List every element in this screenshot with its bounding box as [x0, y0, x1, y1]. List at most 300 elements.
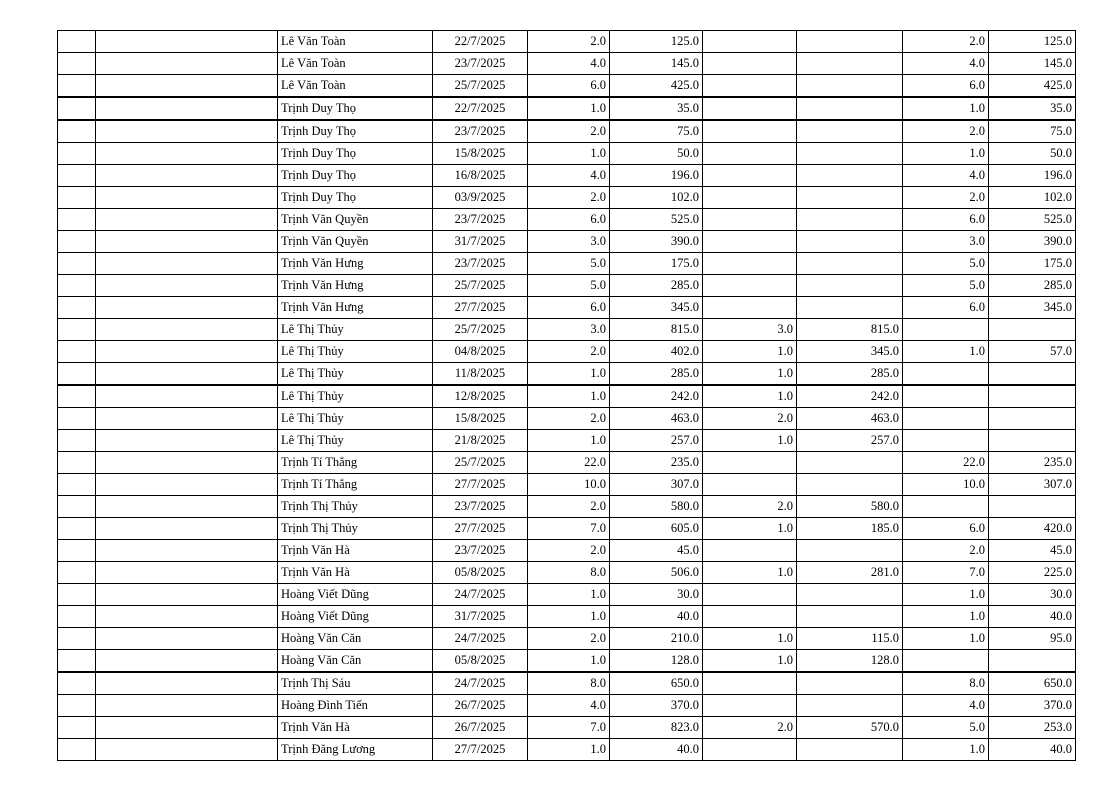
- value-paid-cell: [797, 540, 903, 562]
- blank-cell: [96, 628, 278, 650]
- quantity-total-cell: 1.0: [528, 143, 610, 165]
- name-cell: Trịnh Duy Thọ: [278, 187, 433, 209]
- quantity-remaining-cell: 2.0: [903, 187, 989, 209]
- date-cell: 26/7/2025: [433, 717, 528, 739]
- name-cell: Trịnh Văn Hưng: [278, 297, 433, 319]
- name-cell: Lê Thị Thủy: [278, 319, 433, 341]
- value-paid-cell: 185.0: [797, 518, 903, 540]
- blank-cell: [96, 120, 278, 143]
- date-cell: 24/7/2025: [433, 584, 528, 606]
- quantity-total-cell: 2.0: [528, 628, 610, 650]
- table-row: [58, 717, 1076, 739]
- index-cell: [58, 53, 96, 75]
- value-paid-cell: 345.0: [797, 341, 903, 363]
- value-paid-cell: [797, 739, 903, 761]
- table-row: [58, 606, 1076, 628]
- value-total-cell: 40.0: [610, 606, 703, 628]
- date-cell: 11/8/2025: [433, 363, 528, 386]
- name-cell: Lê Văn Toàn: [278, 75, 433, 98]
- table-row: [58, 496, 1076, 518]
- index-cell: [58, 717, 96, 739]
- quantity-paid-cell: [703, 739, 797, 761]
- value-remaining-cell: [989, 650, 1076, 673]
- date-cell: 21/8/2025: [433, 430, 528, 452]
- name-cell: Trịnh Văn Hưng: [278, 275, 433, 297]
- quantity-total-cell: 8.0: [528, 672, 610, 695]
- table-row: [58, 209, 1076, 231]
- index-cell: [58, 297, 96, 319]
- blank-cell: [96, 143, 278, 165]
- quantity-total-cell: 1.0: [528, 363, 610, 386]
- date-cell: 31/7/2025: [433, 231, 528, 253]
- value-remaining-cell: 45.0: [989, 540, 1076, 562]
- table-row: [58, 628, 1076, 650]
- name-cell: Lê Thị Thủy: [278, 408, 433, 430]
- quantity-total-cell: 2.0: [528, 341, 610, 363]
- quantity-paid-cell: [703, 452, 797, 474]
- table-row: [58, 231, 1076, 253]
- quantity-remaining-cell: [903, 496, 989, 518]
- blank-cell: [96, 452, 278, 474]
- table-row: [58, 253, 1076, 275]
- date-cell: 27/7/2025: [433, 518, 528, 540]
- date-cell: 23/7/2025: [433, 209, 528, 231]
- quantity-total-cell: 1.0: [528, 97, 610, 120]
- quantity-paid-cell: [703, 540, 797, 562]
- value-remaining-cell: 30.0: [989, 584, 1076, 606]
- quantity-paid-cell: [703, 187, 797, 209]
- quantity-paid-cell: 2.0: [703, 496, 797, 518]
- quantity-paid-cell: [703, 120, 797, 143]
- value-paid-cell: [797, 120, 903, 143]
- quantity-paid-cell: 1.0: [703, 385, 797, 408]
- value-total-cell: 345.0: [610, 297, 703, 319]
- quantity-total-cell: 4.0: [528, 695, 610, 717]
- quantity-total-cell: 4.0: [528, 165, 610, 187]
- date-cell: 25/7/2025: [433, 75, 528, 98]
- date-cell: 05/8/2025: [433, 562, 528, 584]
- quantity-total-cell: 1.0: [528, 584, 610, 606]
- blank-cell: [96, 540, 278, 562]
- index-cell: [58, 518, 96, 540]
- index-cell: [58, 628, 96, 650]
- value-paid-cell: 242.0: [797, 385, 903, 408]
- value-remaining-cell: 370.0: [989, 695, 1076, 717]
- blank-cell: [96, 209, 278, 231]
- quantity-paid-cell: [703, 143, 797, 165]
- date-cell: 15/8/2025: [433, 143, 528, 165]
- date-cell: 24/7/2025: [433, 672, 528, 695]
- quantity-remaining-cell: 6.0: [903, 297, 989, 319]
- name-cell: Trịnh Tí Thắng: [278, 474, 433, 496]
- quantity-remaining-cell: 2.0: [903, 540, 989, 562]
- value-paid-cell: [797, 209, 903, 231]
- index-cell: [58, 75, 96, 98]
- value-remaining-cell: 145.0: [989, 53, 1076, 75]
- name-cell: Trịnh Đăng Lương: [278, 739, 433, 761]
- name-cell: Lê Văn Toàn: [278, 31, 433, 53]
- value-total-cell: 370.0: [610, 695, 703, 717]
- value-total-cell: 402.0: [610, 341, 703, 363]
- name-cell: Lê Thị Thủy: [278, 430, 433, 452]
- blank-cell: [96, 695, 278, 717]
- date-cell: 24/7/2025: [433, 628, 528, 650]
- blank-cell: [96, 562, 278, 584]
- quantity-remaining-cell: 5.0: [903, 253, 989, 275]
- value-paid-cell: 281.0: [797, 562, 903, 584]
- date-cell: 05/8/2025: [433, 650, 528, 673]
- value-paid-cell: [797, 606, 903, 628]
- value-paid-cell: 285.0: [797, 363, 903, 386]
- value-total-cell: 525.0: [610, 209, 703, 231]
- value-remaining-cell: 345.0: [989, 297, 1076, 319]
- table-row: [58, 120, 1076, 143]
- name-cell: Hoàng Viết Dũng: [278, 606, 433, 628]
- quantity-remaining-cell: 2.0: [903, 31, 989, 53]
- quantity-remaining-cell: 4.0: [903, 695, 989, 717]
- value-remaining-cell: 35.0: [989, 97, 1076, 120]
- quantity-remaining-cell: 22.0: [903, 452, 989, 474]
- name-cell: Hoàng Văn Căn: [278, 650, 433, 673]
- value-paid-cell: [797, 297, 903, 319]
- table-row: [58, 75, 1076, 98]
- date-cell: 23/7/2025: [433, 53, 528, 75]
- quantity-total-cell: 1.0: [528, 385, 610, 408]
- blank-cell: [96, 385, 278, 408]
- quantity-remaining-cell: 1.0: [903, 628, 989, 650]
- value-remaining-cell: [989, 319, 1076, 341]
- value-total-cell: 102.0: [610, 187, 703, 209]
- index-cell: [58, 540, 96, 562]
- value-total-cell: 463.0: [610, 408, 703, 430]
- value-paid-cell: [797, 31, 903, 53]
- value-remaining-cell: 40.0: [989, 739, 1076, 761]
- name-cell: Trịnh Duy Thọ: [278, 143, 433, 165]
- table-row: [58, 363, 1076, 386]
- index-cell: [58, 165, 96, 187]
- value-total-cell: 30.0: [610, 584, 703, 606]
- value-remaining-cell: 235.0: [989, 452, 1076, 474]
- index-cell: [58, 408, 96, 430]
- name-cell: Trịnh Duy Thọ: [278, 165, 433, 187]
- date-cell: 15/8/2025: [433, 408, 528, 430]
- name-cell: Trịnh Duy Thọ: [278, 97, 433, 120]
- index-cell: [58, 474, 96, 496]
- value-total-cell: 390.0: [610, 231, 703, 253]
- value-paid-cell: [797, 97, 903, 120]
- quantity-remaining-cell: 1.0: [903, 143, 989, 165]
- name-cell: Trịnh Văn Hà: [278, 540, 433, 562]
- date-cell: 23/7/2025: [433, 540, 528, 562]
- quantity-remaining-cell: 1.0: [903, 97, 989, 120]
- index-cell: [58, 452, 96, 474]
- quantity-remaining-cell: 5.0: [903, 275, 989, 297]
- value-total-cell: 257.0: [610, 430, 703, 452]
- value-paid-cell: [797, 53, 903, 75]
- date-cell: 23/7/2025: [433, 253, 528, 275]
- table-row: [58, 650, 1076, 673]
- value-remaining-cell: [989, 408, 1076, 430]
- value-remaining-cell: 175.0: [989, 253, 1076, 275]
- date-cell: 31/7/2025: [433, 606, 528, 628]
- name-cell: Trịnh Văn Hà: [278, 562, 433, 584]
- blank-cell: [96, 650, 278, 673]
- name-cell: Trịnh Văn Hưng: [278, 253, 433, 275]
- value-total-cell: 242.0: [610, 385, 703, 408]
- quantity-paid-cell: 1.0: [703, 363, 797, 386]
- quantity-paid-cell: [703, 165, 797, 187]
- value-paid-cell: [797, 75, 903, 98]
- table-row: [58, 97, 1076, 120]
- date-cell: 27/7/2025: [433, 474, 528, 496]
- name-cell: Hoàng Viết Dũng: [278, 584, 433, 606]
- value-total-cell: 40.0: [610, 739, 703, 761]
- quantity-paid-cell: 1.0: [703, 628, 797, 650]
- quantity-total-cell: 1.0: [528, 650, 610, 673]
- name-cell: Lê Thị Thủy: [278, 363, 433, 386]
- value-paid-cell: 815.0: [797, 319, 903, 341]
- blank-cell: [96, 97, 278, 120]
- table-row: [58, 452, 1076, 474]
- index-cell: [58, 143, 96, 165]
- value-remaining-cell: 40.0: [989, 606, 1076, 628]
- blank-cell: [96, 75, 278, 98]
- quantity-remaining-cell: [903, 385, 989, 408]
- quantity-paid-cell: [703, 253, 797, 275]
- table-row: [58, 474, 1076, 496]
- value-remaining-cell: [989, 363, 1076, 386]
- blank-cell: [96, 739, 278, 761]
- quantity-remaining-cell: 6.0: [903, 518, 989, 540]
- blank-cell: [96, 496, 278, 518]
- quantity-remaining-cell: 6.0: [903, 75, 989, 98]
- value-remaining-cell: [989, 385, 1076, 408]
- quantity-remaining-cell: 4.0: [903, 165, 989, 187]
- blank-cell: [96, 408, 278, 430]
- date-cell: 12/8/2025: [433, 385, 528, 408]
- table-row: [58, 430, 1076, 452]
- table-row: [58, 540, 1076, 562]
- date-cell: 03/9/2025: [433, 187, 528, 209]
- index-cell: [58, 562, 96, 584]
- name-cell: Trịnh Văn Quyền: [278, 209, 433, 231]
- value-total-cell: 125.0: [610, 31, 703, 53]
- quantity-paid-cell: 1.0: [703, 562, 797, 584]
- quantity-total-cell: 5.0: [528, 253, 610, 275]
- index-cell: [58, 253, 96, 275]
- value-total-cell: 145.0: [610, 53, 703, 75]
- value-remaining-cell: 57.0: [989, 341, 1076, 363]
- name-cell: Trịnh Văn Hà: [278, 717, 433, 739]
- value-remaining-cell: 102.0: [989, 187, 1076, 209]
- value-remaining-cell: [989, 496, 1076, 518]
- value-paid-cell: 128.0: [797, 650, 903, 673]
- value-total-cell: 128.0: [610, 650, 703, 673]
- index-cell: [58, 672, 96, 695]
- value-remaining-cell: 650.0: [989, 672, 1076, 695]
- blank-cell: [96, 363, 278, 386]
- quantity-paid-cell: [703, 231, 797, 253]
- blank-cell: [96, 297, 278, 319]
- index-cell: [58, 606, 96, 628]
- quantity-remaining-cell: 2.0: [903, 120, 989, 143]
- name-cell: Trịnh Thị Thủy: [278, 496, 433, 518]
- value-remaining-cell: 390.0: [989, 231, 1076, 253]
- blank-cell: [96, 253, 278, 275]
- value-paid-cell: [797, 452, 903, 474]
- table-row: [58, 695, 1076, 717]
- value-paid-cell: [797, 187, 903, 209]
- value-total-cell: 815.0: [610, 319, 703, 341]
- index-cell: [58, 584, 96, 606]
- value-paid-cell: [797, 474, 903, 496]
- blank-cell: [96, 717, 278, 739]
- value-remaining-cell: 307.0: [989, 474, 1076, 496]
- quantity-total-cell: 8.0: [528, 562, 610, 584]
- quantity-paid-cell: [703, 606, 797, 628]
- value-paid-cell: 115.0: [797, 628, 903, 650]
- value-total-cell: 506.0: [610, 562, 703, 584]
- name-cell: Trịnh Thị Sáu: [278, 672, 433, 695]
- table-row: [58, 165, 1076, 187]
- table-row: [58, 408, 1076, 430]
- quantity-total-cell: 10.0: [528, 474, 610, 496]
- index-cell: [58, 363, 96, 386]
- quantity-remaining-cell: 8.0: [903, 672, 989, 695]
- index-cell: [58, 650, 96, 673]
- value-paid-cell: [797, 584, 903, 606]
- value-total-cell: 196.0: [610, 165, 703, 187]
- blank-cell: [96, 518, 278, 540]
- index-cell: [58, 319, 96, 341]
- value-total-cell: 50.0: [610, 143, 703, 165]
- blank-cell: [96, 341, 278, 363]
- index-cell: [58, 120, 96, 143]
- quantity-total-cell: 3.0: [528, 231, 610, 253]
- quantity-total-cell: 2.0: [528, 496, 610, 518]
- quantity-total-cell: 6.0: [528, 209, 610, 231]
- date-cell: 25/7/2025: [433, 452, 528, 474]
- value-paid-cell: 463.0: [797, 408, 903, 430]
- quantity-paid-cell: 1.0: [703, 518, 797, 540]
- index-cell: [58, 430, 96, 452]
- table-row: [58, 562, 1076, 584]
- index-cell: [58, 231, 96, 253]
- quantity-total-cell: 1.0: [528, 430, 610, 452]
- table-body: [58, 31, 1076, 761]
- table-row: [58, 275, 1076, 297]
- quantity-paid-cell: [703, 584, 797, 606]
- index-cell: [58, 385, 96, 408]
- value-remaining-cell: 125.0: [989, 31, 1076, 53]
- blank-cell: [96, 31, 278, 53]
- quantity-total-cell: 3.0: [528, 319, 610, 341]
- name-cell: Hoàng Đình Tiến: [278, 695, 433, 717]
- table-row: [58, 143, 1076, 165]
- quantity-paid-cell: 2.0: [703, 408, 797, 430]
- quantity-paid-cell: [703, 672, 797, 695]
- value-total-cell: 307.0: [610, 474, 703, 496]
- index-cell: [58, 31, 96, 53]
- table-row: [58, 672, 1076, 695]
- date-cell: 16/8/2025: [433, 165, 528, 187]
- name-cell: Hoàng Văn Căn: [278, 628, 433, 650]
- value-paid-cell: [797, 695, 903, 717]
- quantity-paid-cell: [703, 31, 797, 53]
- value-remaining-cell: 425.0: [989, 75, 1076, 98]
- value-remaining-cell: 196.0: [989, 165, 1076, 187]
- quantity-total-cell: 6.0: [528, 75, 610, 98]
- quantity-total-cell: 7.0: [528, 518, 610, 540]
- quantity-remaining-cell: 10.0: [903, 474, 989, 496]
- value-remaining-cell: 420.0: [989, 518, 1076, 540]
- value-remaining-cell: 75.0: [989, 120, 1076, 143]
- date-cell: 25/7/2025: [433, 275, 528, 297]
- index-cell: [58, 209, 96, 231]
- date-cell: 23/7/2025: [433, 120, 528, 143]
- quantity-paid-cell: 1.0: [703, 430, 797, 452]
- value-paid-cell: 257.0: [797, 430, 903, 452]
- blank-cell: [96, 319, 278, 341]
- quantity-paid-cell: 1.0: [703, 650, 797, 673]
- quantity-paid-cell: [703, 97, 797, 120]
- date-cell: 26/7/2025: [433, 695, 528, 717]
- value-remaining-cell: 285.0: [989, 275, 1076, 297]
- date-cell: 25/7/2025: [433, 319, 528, 341]
- value-remaining-cell: 525.0: [989, 209, 1076, 231]
- quantity-remaining-cell: 1.0: [903, 341, 989, 363]
- value-paid-cell: [797, 275, 903, 297]
- name-cell: Trịnh Tí Thắng: [278, 452, 433, 474]
- quantity-remaining-cell: 1.0: [903, 606, 989, 628]
- quantity-total-cell: 2.0: [528, 31, 610, 53]
- value-paid-cell: [797, 253, 903, 275]
- quantity-remaining-cell: 4.0: [903, 53, 989, 75]
- quantity-paid-cell: [703, 75, 797, 98]
- value-total-cell: 235.0: [610, 452, 703, 474]
- table-row: [58, 319, 1076, 341]
- value-total-cell: 650.0: [610, 672, 703, 695]
- value-remaining-cell: [989, 430, 1076, 452]
- quantity-remaining-cell: 7.0: [903, 562, 989, 584]
- value-paid-cell: [797, 231, 903, 253]
- quantity-remaining-cell: 5.0: [903, 717, 989, 739]
- quantity-total-cell: 5.0: [528, 275, 610, 297]
- quantity-total-cell: 2.0: [528, 120, 610, 143]
- value-total-cell: 175.0: [610, 253, 703, 275]
- quantity-total-cell: 1.0: [528, 739, 610, 761]
- quantity-total-cell: 7.0: [528, 717, 610, 739]
- index-cell: [58, 739, 96, 761]
- blank-cell: [96, 672, 278, 695]
- index-cell: [58, 187, 96, 209]
- quantity-total-cell: 6.0: [528, 297, 610, 319]
- value-paid-cell: [797, 165, 903, 187]
- blank-cell: [96, 275, 278, 297]
- name-cell: Trịnh Duy Thọ: [278, 120, 433, 143]
- quantity-paid-cell: [703, 53, 797, 75]
- value-paid-cell: 570.0: [797, 717, 903, 739]
- value-remaining-cell: 225.0: [989, 562, 1076, 584]
- index-cell: [58, 695, 96, 717]
- value-paid-cell: 580.0: [797, 496, 903, 518]
- blank-cell: [96, 187, 278, 209]
- quantity-remaining-cell: [903, 363, 989, 386]
- value-remaining-cell: 253.0: [989, 717, 1076, 739]
- value-total-cell: 580.0: [610, 496, 703, 518]
- index-cell: [58, 275, 96, 297]
- quantity-remaining-cell: [903, 430, 989, 452]
